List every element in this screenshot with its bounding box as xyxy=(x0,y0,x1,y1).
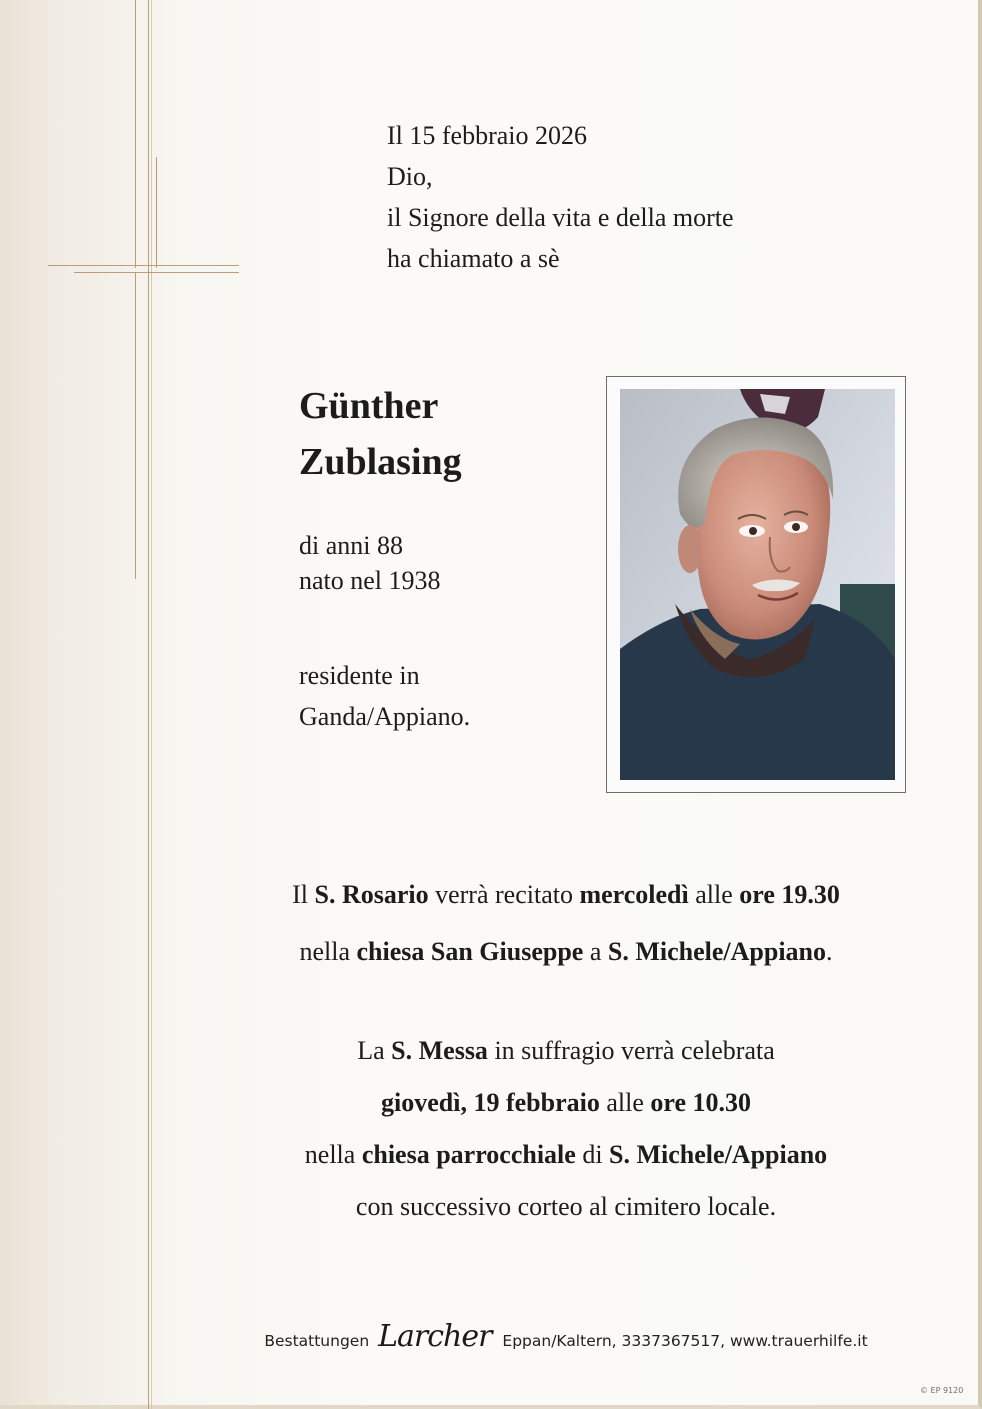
text-segment: di xyxy=(575,1140,610,1169)
larcher-logo: Larcher xyxy=(378,1319,492,1354)
messa-church: chiesa parrocchiale xyxy=(361,1140,576,1169)
messa-time: ore 10.30 xyxy=(650,1088,751,1117)
footer-prefix: Bestattungen xyxy=(264,1332,370,1350)
residence-info xyxy=(299,655,470,737)
cross-line-vertical-long xyxy=(148,0,149,1409)
rosario-day: mercoledì xyxy=(579,880,689,909)
messa-announcement xyxy=(150,1025,982,1233)
messa-title: S. Messa xyxy=(391,1036,488,1065)
footer-contact: Eppan/Kaltern, 3337367517, www.trauerhilfe.it xyxy=(502,1332,868,1350)
messa-place: S. Michele/Appiano xyxy=(609,1140,828,1169)
rosario-title: S. Rosario xyxy=(314,880,429,909)
footer xyxy=(150,1319,982,1354)
text-segment: nella xyxy=(299,937,357,966)
text-segment: verrà recitato xyxy=(428,880,580,909)
age-info xyxy=(299,528,441,598)
text-segment: Il xyxy=(292,880,315,909)
cross-line-vertical-short xyxy=(156,157,157,268)
text-segment: a xyxy=(583,937,608,966)
rosario-church: chiesa San Giuseppe xyxy=(356,937,584,966)
rosario-line-2 xyxy=(150,923,982,980)
messa-date: giovedì, 19 febbraio xyxy=(381,1088,600,1117)
intro-text xyxy=(387,115,734,279)
intro-line-2: Dio, xyxy=(387,162,433,191)
text-segment: La xyxy=(357,1036,392,1065)
deceased-name xyxy=(299,378,462,490)
text-segment: alle xyxy=(688,880,740,909)
messa-line-3 xyxy=(150,1129,982,1181)
intro-line-3: il Signore della vita e della morte xyxy=(387,203,734,232)
portrait-photo xyxy=(620,389,895,780)
portrait-illustration xyxy=(620,389,895,780)
residence-label: residente in xyxy=(299,661,420,690)
text-segment: nella xyxy=(304,1140,362,1169)
rosario-time: ore 19.30 xyxy=(739,880,840,909)
text-segment: alle xyxy=(599,1088,651,1117)
rosario-place: S. Michele/Appiano xyxy=(607,937,827,966)
text-segment: in suffragio verrà celebrata xyxy=(487,1036,775,1065)
cross-line-vertical-lower xyxy=(135,272,136,579)
first-name: Günther xyxy=(299,385,439,427)
cross-line-vertical-upper xyxy=(135,0,136,268)
age: di anni 88 xyxy=(299,531,403,560)
portrait-frame xyxy=(606,376,906,793)
document-code: © EP 9120 xyxy=(920,1386,964,1395)
rosario-announcement xyxy=(150,866,982,980)
intro-date: Il 15 febbraio 2026 xyxy=(387,121,588,150)
intro-line-4: ha chiamato a sè xyxy=(387,244,560,273)
cross-line-horizontal-lower xyxy=(74,272,239,273)
messa-line-4: con successivo corteo al cimitero locale. xyxy=(355,1192,777,1221)
cross-line-horizontal-upper xyxy=(48,265,239,266)
text-segment: . xyxy=(826,937,833,966)
rosario-line-1 xyxy=(150,866,982,923)
last-name: Zublasing xyxy=(299,441,462,483)
residence-place: Ganda/Appiano. xyxy=(299,702,471,731)
messa-line-1 xyxy=(150,1025,982,1077)
messa-line-2 xyxy=(150,1077,982,1129)
birth-year: nato nel 1938 xyxy=(299,566,441,595)
